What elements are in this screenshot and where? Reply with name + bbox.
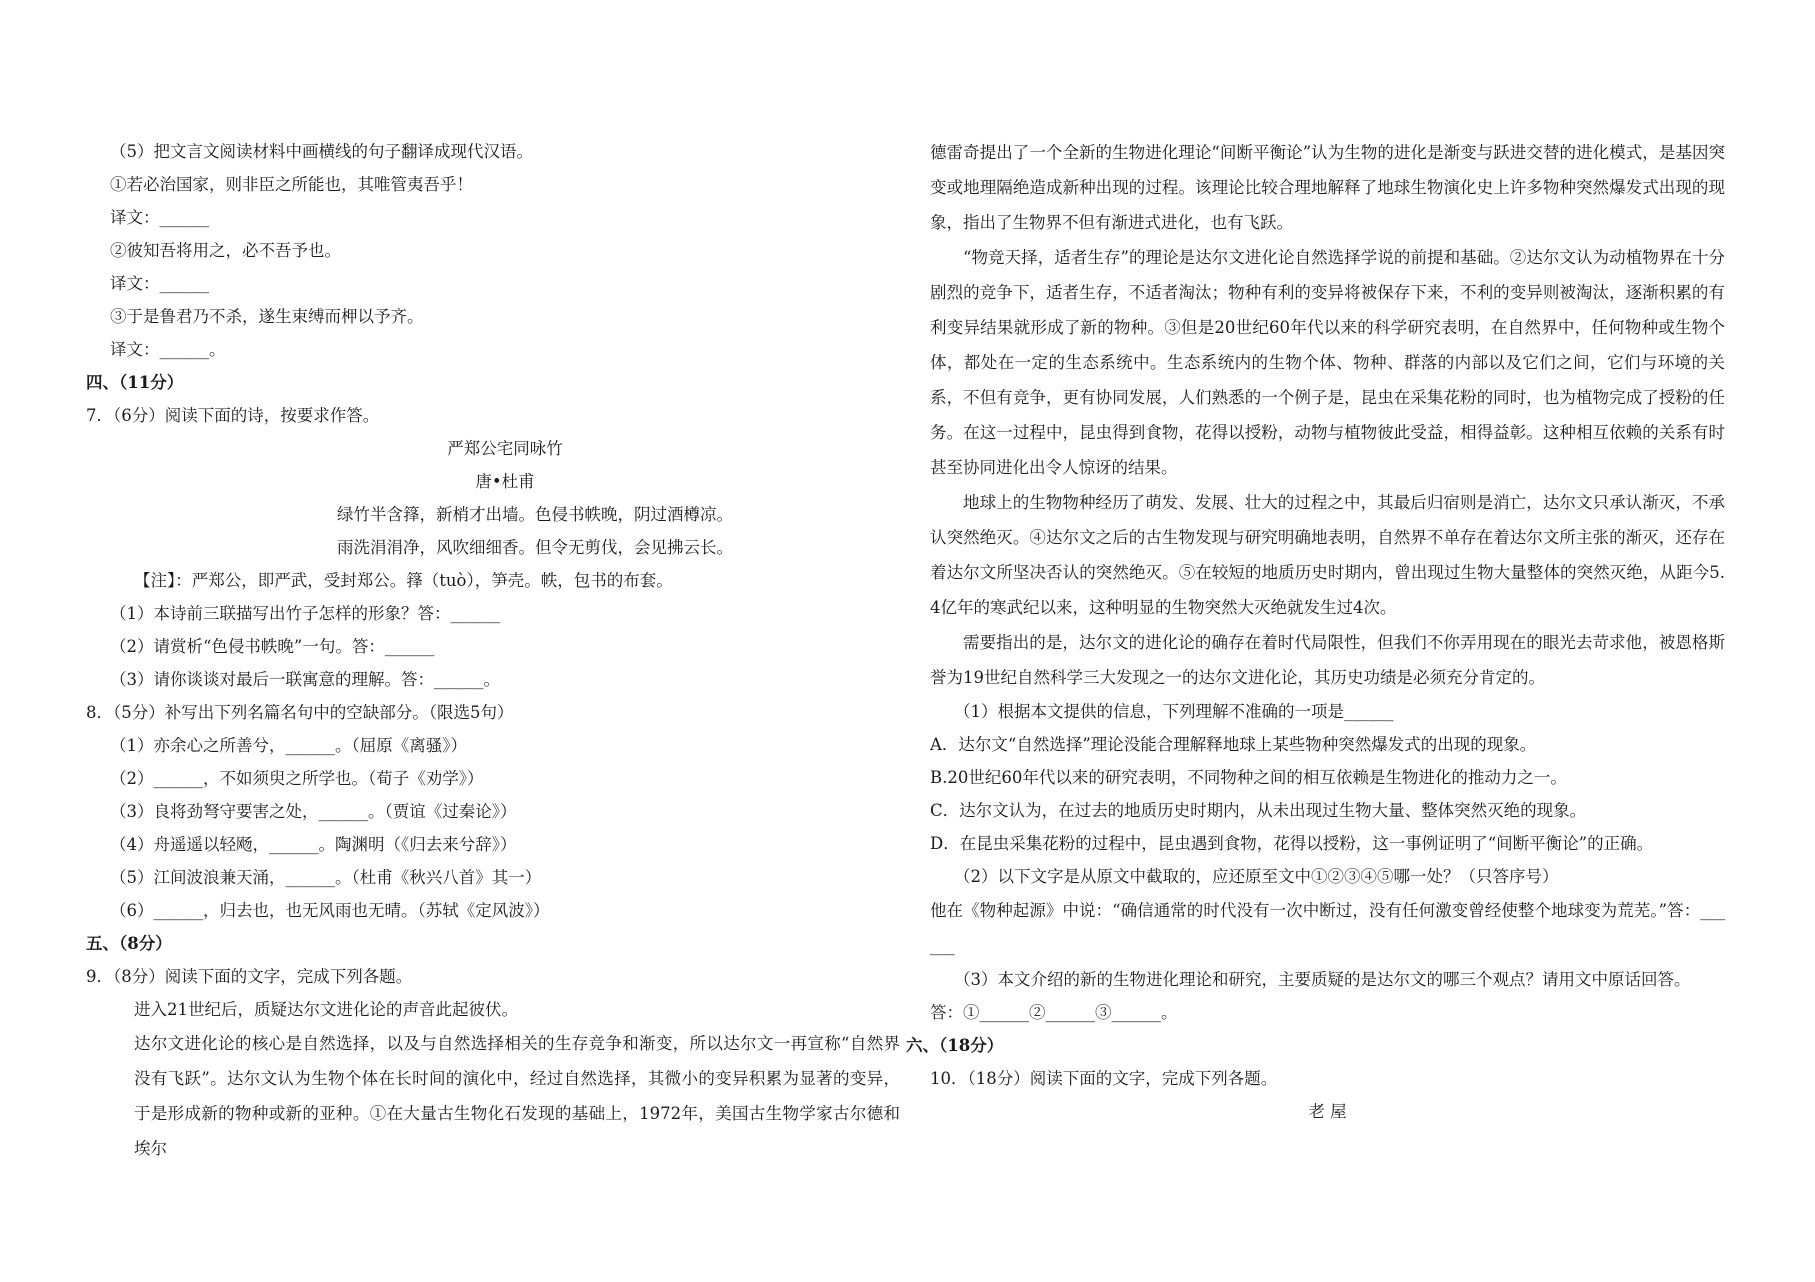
- right-column: [906, 135, 1725, 1128]
- q9-sub-2: （2）以下文字是从原文中截取的，应还原至文中①②③④⑤哪一处？（只答序号）: [954, 867, 1559, 886]
- option-b: B.20世纪60年代以来的研究表明，不同物种之间的相互依赖是生物进化的推动力之一。: [930, 768, 1567, 787]
- q7-sub-2: （2）请赏析“色侵书帙晚”一句。答：______: [110, 637, 435, 656]
- poem-line-1: 绿竹半含箨，新梢才出墙。色侵书帙晚，阴过酒樽凉。: [337, 505, 733, 524]
- passage-paragraph-3: “物竞天择，适者生存”的理论是达尔文进化论自然选择学说的前提和基础。②达尔文认为动植物界在十分剧烈的竞争下，适者生存，不适者淘汰；物种有利的变异将被保存下来，不利的变异则被淘汰，逐渐积累的有利变异结果就形成了新的物种。③但是20世纪60年代以来的科学研究表明，在自然界中，任何物种或生物个体，都处在一定的生态系统中。生态系统内的生物个体、物种、群落的内部以及它们之间，它们与环境的关系，不但有竞争，更有协同发展，人们熟悉的一个例子是，昆虫在采集花粉的同时，也为植物完成了授粉的任务。在这一过程中，昆虫得到食物，花得以授粉，动物与植物彼此受益，相得益彰。这种相互依赖的关系有时甚至协同进化出令人惊讶的结果。: [930, 248, 1725, 477]
- section-4-heading: 四、（11分）: [86, 373, 184, 392]
- option-a: A．达尔文“自然选择”理论没能合理解释地球上某些物种突然爆发式的出现的现象。: [930, 735, 1537, 754]
- q6-5-intro: （5）把文言文阅读材料中画横线的句子翻译成现代汉语。: [110, 142, 533, 161]
- section-6-heading: 六、（18分）: [906, 1036, 1004, 1055]
- passage-paragraph-2-continued: 德雷奇提出了一个全新的生物进化理论“间断平衡论”认为生物的进化是渐变与跃进交替的进化模式，是基因突变或地理隔绝造成新种出现的过程。该理论比较合理地解释了地球生物演化史上许多物种突然爆发式出现的现象，指出了生物界不但有渐进式进化，也有飞跃。: [930, 143, 1725, 232]
- section-5-heading: 五、（8分）: [86, 934, 172, 953]
- q9-sub-3-answer: 答：①______②______③______。: [930, 1003, 1178, 1022]
- q7-sub-1: （1）本诗前三联描写出竹子怎样的形象？答：______: [110, 604, 500, 623]
- poem-author: 唐•杜甫: [475, 472, 535, 491]
- left-column: [86, 135, 900, 1166]
- q9-stem: 9．（8分）阅读下面的文字，完成下列各题。: [86, 967, 413, 986]
- passage-paragraph-5: 需要指出的是，达尔文的进化论的确存在着时代局限性，但我们不你弄用现在的眼光去苛求他，被恩格斯誉为19世纪自然科学三大发现之一的达尔文进化论，其历史功绩是必须充分肯定的。: [930, 633, 1725, 687]
- q8-item-3: （3）良将劲弩守要害之处，______。（贾谊《过秦论》）: [110, 802, 517, 821]
- q8-item-6: （6）______，归去也，也无风雨也无晴。（苏轼《定风波》）: [110, 901, 550, 920]
- q6-5-translation-1: 译文：______: [110, 208, 209, 227]
- q8-item-5: （5）江间波浪兼天涌，______。（杜甫《秋兴八首》其一）: [110, 868, 542, 887]
- q8-item-2: （2）______，不如须臾之所学也。（荀子《劝学》）: [110, 769, 484, 788]
- q6-5-sentence-2: ②彼知吾将用之，必不吾予也。: [110, 241, 341, 260]
- q9-paragraph-1: 进入21世纪后，质疑达尔文进化论的声音此起彼伏。: [134, 1000, 518, 1019]
- passage-paragraph-4: 地球上的生物物种经历了萌发、发展、壮大的过程之中，其最后归宿则是消亡，达尔文只承认渐灭，不承认突然绝灭。④达尔文之后的古生物发现与研究明确地表明，自然界不单存在着达尔文所主张的渐灭，还存在着达尔文所坚决否认的突然绝灭。⑤在较短的地质历史时期内，曾出现过生物大量整体的突然灭绝，从距今5.4亿年的寒武纪以来，这种明显的生物突然大灭绝就发生过4次。: [930, 493, 1725, 617]
- q7-stem: 7．（6分）阅读下面的诗，按要求作答。: [86, 406, 380, 425]
- poem-title: 严郑公宅同咏竹: [447, 439, 563, 458]
- q8-item-1: （1）亦余心之所善兮，______。（屈原《离骚》）: [110, 736, 467, 755]
- q9-sub-1: （1）根据本文提供的信息，下列理解不准确的一项是______: [954, 702, 1394, 721]
- q9-sub-3: （3）本文介绍的新的生物进化理论和研究，主要质疑的是达尔文的哪三个观点？请用文中原话回答。: [954, 970, 1691, 989]
- q7-sub-3: （3）请你谈谈对最后一联寓意的理解。答：______。: [110, 670, 500, 689]
- option-d: D．在昆虫采集花粉的过程中，昆虫遇到食物，花得以授粉，这一事例证明了“间断平衡论”的正确。: [930, 834, 1654, 853]
- q6-5-translation-3: 译文：______。: [110, 340, 226, 359]
- q9-sub-2-quote: 他在《物种起源》中说：“确信通常的时代没有一次中断过，没有任何激变曾经使整个地球变为荒芜。”答：______: [930, 901, 1725, 955]
- q6-5-translation-2: 译文：______: [110, 274, 209, 293]
- q6-5-sentence-3: ③于是鲁君乃不杀，遂生束缚而柙以予齐。: [110, 307, 424, 326]
- option-c: C．达尔文认为，在过去的地质历史时期内，从未出现过生物大量、整体突然灭绝的现象。: [930, 801, 1587, 820]
- q8-item-4: （4）舟遥遥以轻飏，______。陶渊明（《归去来兮辞》）: [110, 835, 517, 854]
- poem-note: 【注】：严郑公，即严武，受封郑公。箨（tuò），笋壳。帙，包书的布套。: [134, 571, 673, 590]
- q10-stem: 10．（18分）阅读下面的文字，完成下列各题。: [930, 1069, 1278, 1088]
- q10-passage-title: 老 屋: [1308, 1102, 1347, 1121]
- q8-stem: 8．（5分）补写出下列名篇名句中的空缺部分。（限选5句）: [86, 703, 514, 722]
- poem-line-2: 雨洗涓涓净，风吹细细香。但令无剪伐，会见拂云长。: [337, 538, 733, 557]
- q9-paragraph-2: 达尔文进化论的核心是自然选择，以及与自然选择相关的生存竞争和渐变，所以达尔文一再宣称“自然界没有飞跃”。达尔文认为生物个体在长时间的演化中，经过自然选择，其微小的变异积累为显著的变异，于是形成新的物种或新的亚种。①在大量古生物化石发现的基础上，1972年，美国古生物学家古尔德和埃尔: [134, 1034, 900, 1158]
- q6-5-sentence-1: ①若必治国家，则非臣之所能也，其唯管夷吾乎！: [110, 175, 473, 194]
